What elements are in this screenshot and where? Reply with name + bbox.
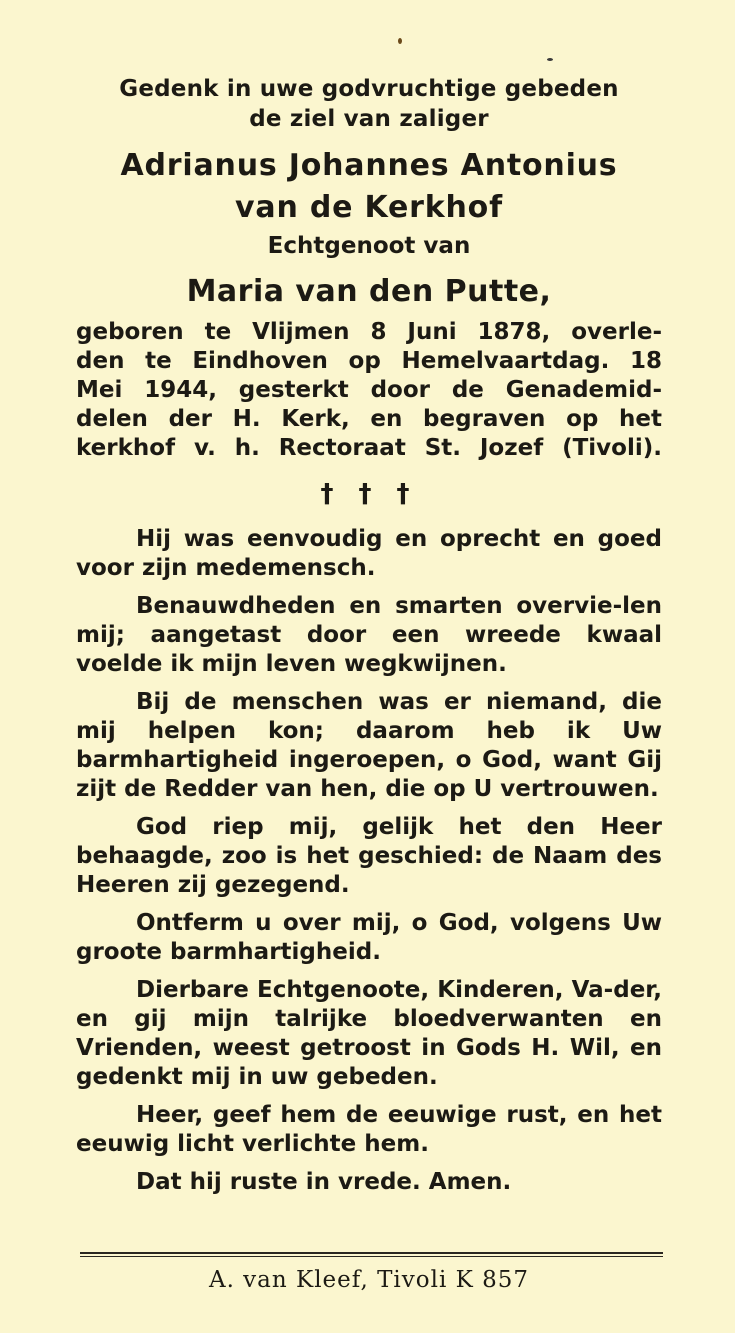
ink-speck [547,58,553,61]
verse-paragraph: Hij was eenvoudig en oprecht en goed voor zijn medemensch. [76,526,662,581]
crosses-ornament: † † † [320,479,418,509]
bio-line: kerkhof v. h. Rectoraat St. Jozef (Tivoli). [76,435,662,461]
verses [76,525,662,1206]
verse-paragraph: Dierbare Echtgenoote, Kinderen, Va-der, en gij mijn talrijke bloedverwanten en Vrienden, weest getroost in Gods H. Wil, en gedenkt mij in uw gebeden. [76,977,662,1090]
verse-paragraph: Ontferm u over mij, o God, volgens Uw groote barmhartigheid. [76,910,662,965]
verse-paragraph: Benauwdheden en smarten overvie-len mij; aangetast door een wreede kwaal voelde ik mijn leven wegkwijnen. [76,593,662,677]
divider-rule [80,1256,663,1257]
bio-line: den te Eindhoven op Hemelvaartdag. 18 [76,348,662,374]
intro-line-1: Gedenk in uwe godvruchtige gebeden [119,76,619,102]
spouse-label: Echtgenoot van [267,233,471,259]
bio-line: Mei 1944, gesterkt door de Genademid- [76,377,662,403]
intro-line-2: de ziel van zaliger [249,106,489,132]
spouse-name: Maria van den Putte, [186,274,552,309]
verse-paragraph: God riep mij, gelijk het den Heer behaagde, zoo is het geschied: de Naam des Heeren zij gezegend. [76,814,662,898]
divider-rule [80,1252,663,1254]
printer-imprint: A. van Kleef, Tivoli K 857 [208,1267,530,1293]
deceased-name [76,145,662,229]
bio-line: delen der H. Kerk, en begraven op het [76,406,662,432]
biography [76,318,662,463]
bio-line: geboren te Vlijmen 8 Juni 1878, overle- [76,319,662,345]
ink-speck [398,38,402,44]
deceased-name-line-1: Adrianus Johannes Antonius [120,148,618,183]
deceased-name-line-2: van de Kerkhof [235,190,503,225]
intro-text [76,74,662,134]
verse-paragraph: Heer, geef hem de eeuwige rust, en het eeuwig licht verlichte hem. [76,1102,662,1157]
verse-paragraph: Dat hij ruste in vrede. Amen. [136,1169,512,1195]
verse-paragraph: Bij de menschen was er niemand, die mij helpen kon; daarom heb ik Uw barmhartigheid ingeroepen, o God, want Gij zijt de Redder van hen, die op U vertrouwen. [76,689,662,802]
